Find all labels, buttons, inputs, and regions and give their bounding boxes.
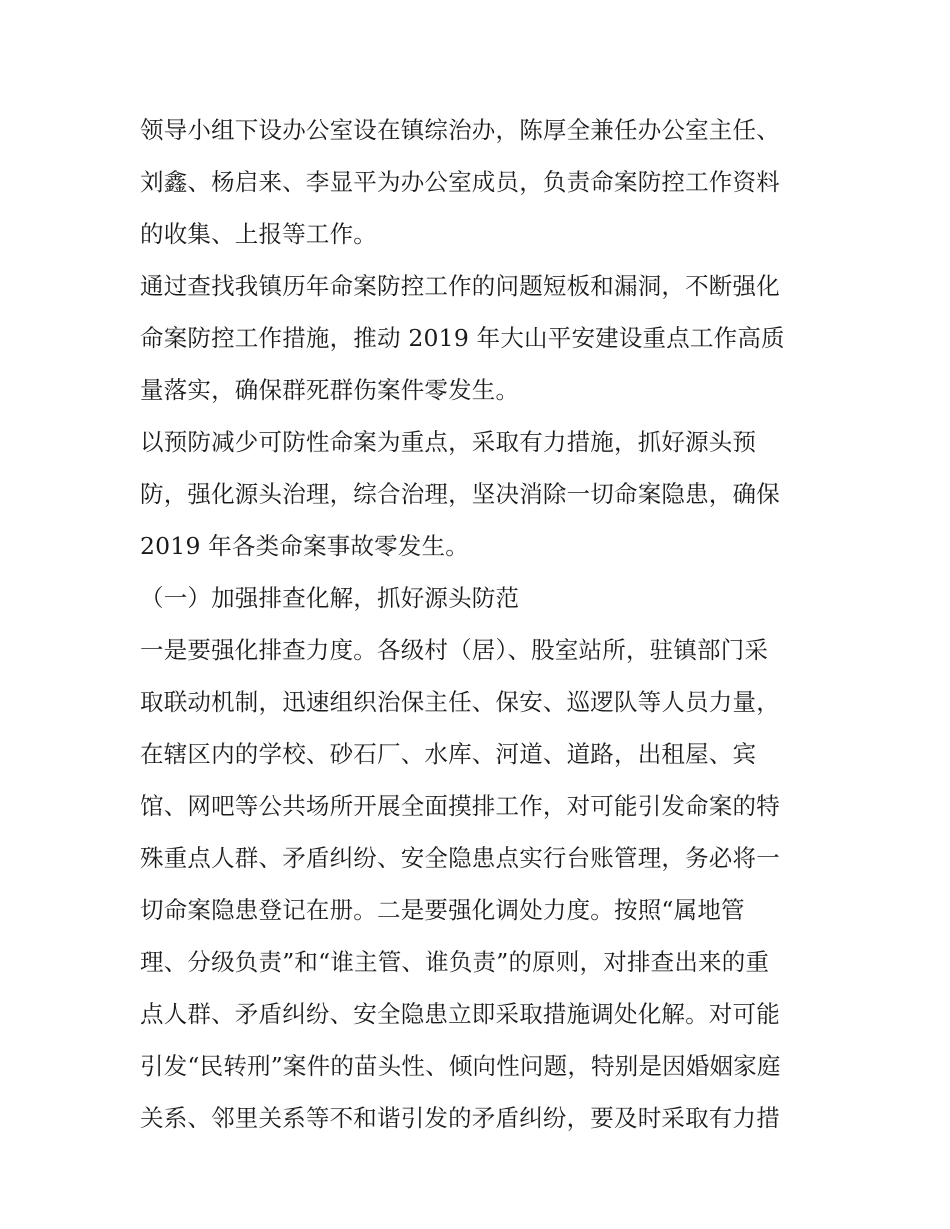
text-line: 命案防控工作措施，推动 2019 年大山平安建设重点工作高质 <box>140 324 785 352</box>
section-heading: （一）加强排查化解，抓好源头防范 <box>140 584 520 612</box>
text-line: 2019 年各类命案事故零发生。 <box>140 532 469 560</box>
text-line: 切命案隐患登记在册。二是要强化调处力度。按照“属地管 <box>140 896 745 924</box>
text-line: 理、分级负责”和“谁主管、谁负责”的原则，对排查出来的重 <box>140 948 770 976</box>
text-line: 的收集、上报等工作。 <box>140 220 377 248</box>
text-line: 防，强化源头治理，综合治理，坚决消除一切命案隐患，确保 <box>140 480 780 508</box>
text-line: 在辖区内的学校、砂石厂、水库、河道、道路，出租屋、宾 <box>140 740 757 768</box>
text-line: 刘鑫、杨启来、李显平为办公室成员，负责命案防控工作资料 <box>140 168 780 196</box>
text-line: 引发“民转刑”案件的苗头性、倾向性问题，特别是因婚姻家庭 <box>140 1052 781 1080</box>
text-line: 通过查找我镇历年命案防控工作的问题短板和漏洞，不断强化 <box>140 272 780 300</box>
text-line: 殊重点人群、矛盾纠纷、安全隐患点实行台账管理，务必将一 <box>140 844 780 872</box>
text-line: 馆、网吧等公共场所开展全面摸排工作，对可能引发命案的特 <box>140 792 780 820</box>
text-line: 点人群、矛盾纠纷、安全隐患立即采取措施调处化解。对可能 <box>140 1000 780 1028</box>
text-line: 取联动机制，迅速组织治保主任、保安、巡逻队等人员力量， <box>140 688 780 716</box>
text-line: 量落实，确保群死群伤案件零发生。 <box>140 376 520 404</box>
text-line: 领导小组下设办公室设在镇综治办，陈厚全兼任办公室主任、 <box>140 116 780 144</box>
text-line: 关系、邻里关系等不和谐引发的矛盾纠纷，要及时采取有力措 <box>140 1104 780 1132</box>
text-line: 以预防减少可防性命案为重点，采取有力措施，抓好源头预 <box>140 428 757 456</box>
text-line: 一是要强化排查力度。各级村（居）、股室站所，驻镇部门采 <box>140 636 769 664</box>
document-body <box>140 104 820 1144</box>
